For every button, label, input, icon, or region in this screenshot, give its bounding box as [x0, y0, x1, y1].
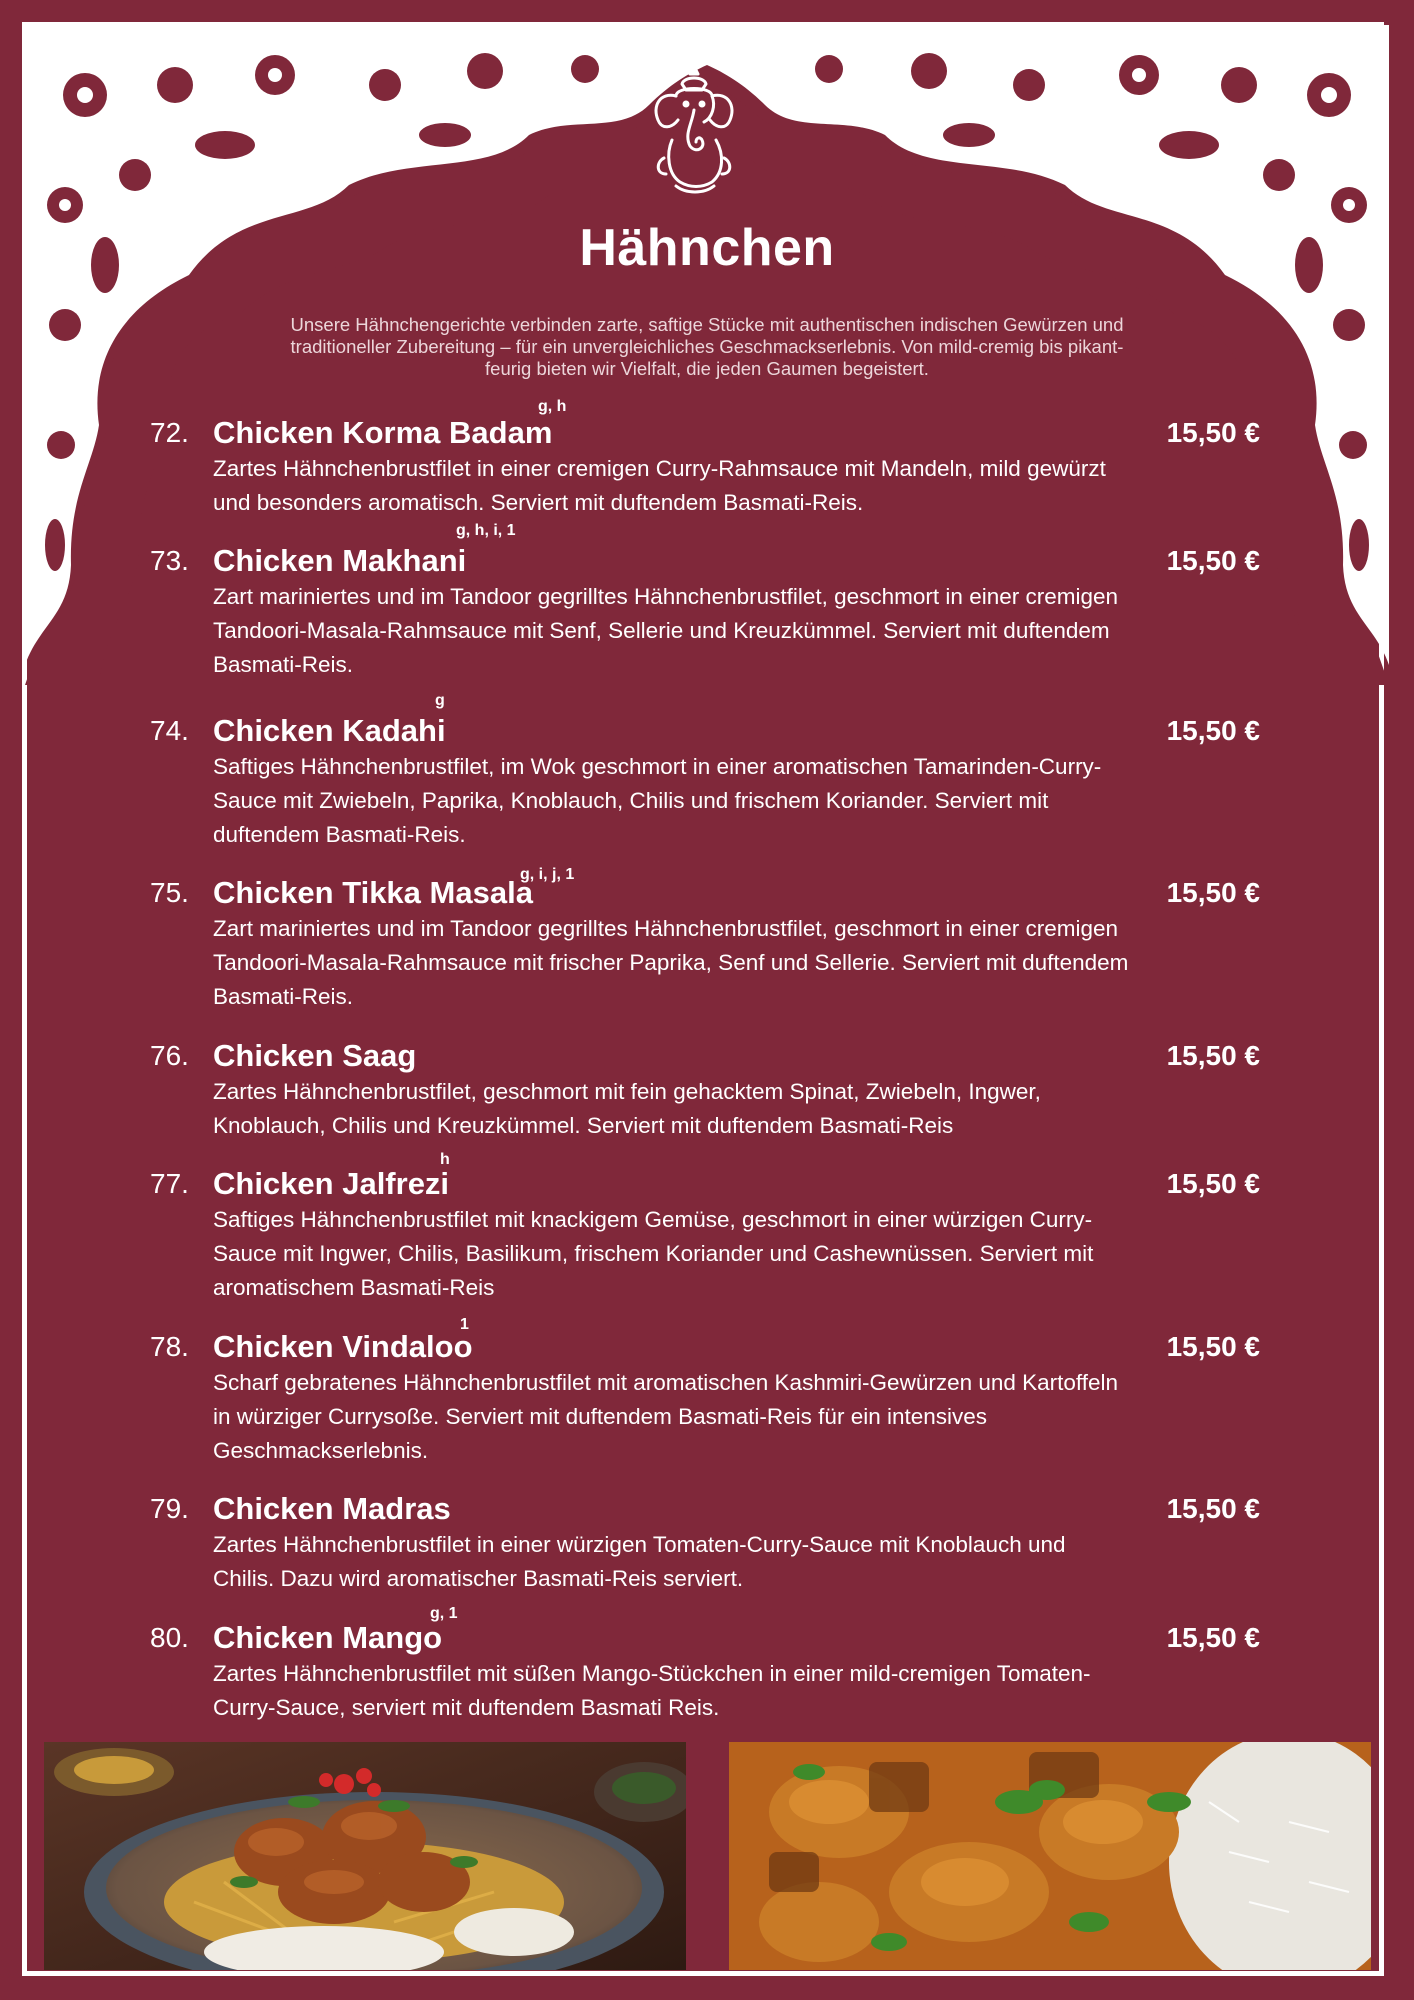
- item-name: Chicken Saag: [213, 1038, 417, 1073]
- item-description: Saftiges Hähnchenbrustfilet, im Wok geschmort in einer aromatischen Tamarinden-Curry-Sauce mit Zwiebeln, Paprika, Knoblauch, Chilis und frischem Koriander. Serviert mit duftendem Basmati-Reis.: [213, 754, 1102, 847]
- item-number: 72.: [150, 417, 189, 448]
- ganesha-icon: [646, 62, 742, 198]
- item-description: Zart mariniertes und im Tandoor gegrilltes Hähnchenbrustfilet, geschmort in einer cremigen Tandoori-Masala-Rahmsauce mit frischer Paprika, Senf und Sellerie. Serviert mit duftendem Basmati-Reis.: [213, 916, 1129, 1009]
- item-price: 15,50 €: [1166, 1331, 1260, 1362]
- item-price: 15,50 €: [1166, 1040, 1260, 1071]
- item-number: 79.: [150, 1493, 189, 1524]
- intro-text: Unsere Hähnchengerichte verbinden zarte, saftige Stücke mit authentischen indischen Gewürzen und traditioneller Zubereitung – für ein unvergleichliches Geschmackserlebnis. Von mild-cremig bis pikant-feurig bieten wir Vielfalt, die jeden Gaumen begeistert.: [290, 314, 1124, 379]
- item-price: 15,50 €: [1166, 877, 1260, 908]
- item-name: Chicken Makhani: [213, 543, 467, 578]
- page-title: Hähnchen: [579, 219, 835, 277]
- allergen-codes: 1: [460, 1316, 469, 1333]
- item-number: 76.: [150, 1040, 189, 1071]
- item-description: Zart mariniertes und im Tandoor gegrilltes Hähnchenbrustfilet, geschmort in einer cremigen Tandoori-Masala-Rahmsauce mit Senf, Sellerie und Kreuzkümmel. Serviert mit duftendem Basmati-Reis.: [213, 584, 1119, 677]
- item-name: Chicken Jalfrezi: [213, 1166, 450, 1201]
- item-price: 15,50 €: [1166, 545, 1260, 576]
- chicken-curry-photo: [729, 1742, 1371, 1970]
- item-name: Chicken Korma Badam: [213, 415, 553, 450]
- item-price: 15,50 €: [1166, 1493, 1260, 1524]
- item-number: 77.: [150, 1168, 189, 1199]
- item-number: 73.: [150, 545, 189, 576]
- item-number: 80.: [150, 1622, 189, 1653]
- item-price: 15,50 €: [1166, 715, 1260, 746]
- item-name: Chicken Vindaloo: [213, 1329, 473, 1364]
- allergen-codes: h: [440, 1151, 450, 1168]
- allergen-codes: g, 1: [430, 1605, 458, 1622]
- item-price: 15,50 €: [1166, 1622, 1260, 1653]
- item-price: 15,50 €: [1166, 1168, 1260, 1199]
- item-description: Zartes Hähnchenbrustfilet in einer cremigen Curry-Rahmsauce mit Mandeln, mild gewürzt und besonders aromatisch. Serviert mit duftendem Basmati-Reis.: [213, 456, 1106, 515]
- item-name: Chicken Mango: [213, 1620, 443, 1655]
- item-description: Zartes Hähnchenbrustfilet mit süßen Mango-Stückchen in einer mild-cremigen Tomaten-Curry-Sauce, serviert mit duftendem Basmati Reis.: [213, 1661, 1091, 1720]
- allergen-codes: g, i, j, 1: [520, 866, 575, 883]
- item-description: Scharf gebratenes Hähnchenbrustfilet mit aromatischen Kashmiri-Gewürzen und Kartoffeln in würziger Currysoße. Serviert mit duftendem Basmati-Reis für ein intensives Geschmackserlebnis.: [213, 1370, 1119, 1463]
- item-name: Chicken Kadahi: [213, 713, 446, 748]
- item-name: Chicken Madras: [213, 1491, 451, 1526]
- item-number: 78.: [150, 1331, 189, 1362]
- item-description: Saftiges Hähnchenbrustfilet mit knackigem Gemüse, geschmort in einer würzigen Curry-Sauce mit Ingwer, Chilis, Basilikum, frischem Koriander und Cashewnüssen. Serviert mit aromatischem Basmati-Reis: [213, 1207, 1094, 1300]
- item-number: 74.: [150, 715, 189, 746]
- item-description: Zartes Hähnchenbrustfilet, geschmort mit fein gehacktem Spinat, Zwiebeln, Ingwer, Knoblauch, Chilis und Kreuzkümmel. Serviert mit duftendem Basmati-Reis: [213, 1079, 1041, 1138]
- allergen-codes: g: [435, 692, 445, 709]
- item-number: 75.: [150, 877, 189, 908]
- item-description: Zartes Hähnchenbrustfilet in einer würzigen Tomaten-Curry-Sauce mit Knoblauch und Chilis. Dazu wird aromatischer Basmati-Reis serviert.: [213, 1532, 1066, 1591]
- item-price: 15,50 €: [1166, 417, 1260, 448]
- allergen-codes: g, h: [538, 398, 567, 415]
- chicken-biryani-photo: [44, 1742, 686, 1970]
- allergen-codes: g, h, i, 1: [456, 522, 516, 539]
- item-name: Chicken Tikka Masala: [213, 875, 533, 910]
